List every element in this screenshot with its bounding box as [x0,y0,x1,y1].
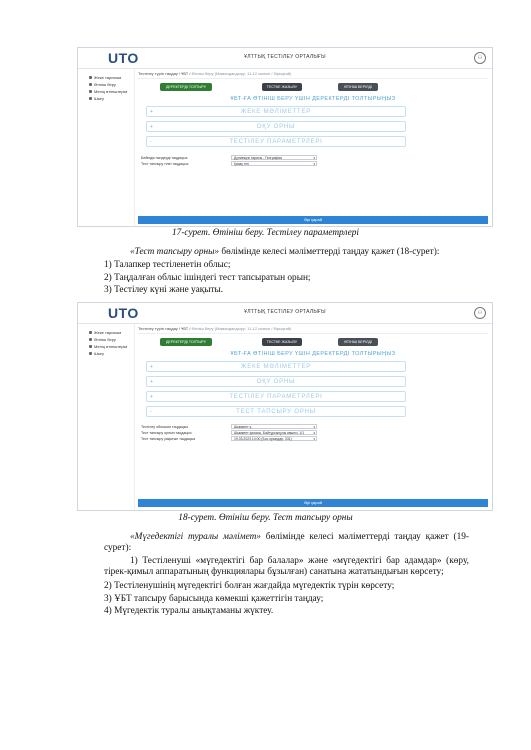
field-label: Бейіндік пәндерді таңдаңыз [141,156,188,160]
chevron-down-icon: ▾ [313,162,315,166]
chevron-down-icon: ▾ [313,156,315,160]
progress-steps [138,338,488,350]
form-heading: ҰБТ-ҒА ӨТІНІШ БЕРУ ҮШІН ДЕРЕКТЕРДІ ТОЛТЫРЫҢЫЗ [230,351,396,357]
breadcrumb-item[interactable]: ҰБТ [181,326,189,331]
user-icon[interactable]: ⚇ [474,307,486,319]
plus-icon: + [150,364,153,370]
sidebar-item-applications[interactable]: Менің өтініштерім [78,89,134,94]
list-icon [89,90,92,93]
breadcrumb: Тестілеу түрін таңдау / ҰБТ / Өтініш беру (Мамандандыру: 11-12 сынып / бірыңғай) [138,69,488,79]
list-item: 3) ҰБТ тапсыру барысында көмекші қажеттігін таңдау; [104,594,324,604]
figure-caption: 18-сурет. Өтініш беру. Тест тапсыру орны [178,513,353,523]
user-icon[interactable]: ⚇ [474,52,486,64]
app-header [78,48,492,69]
minus-icon: - [150,139,152,145]
list-icon [89,345,92,348]
screenshot-test-parameters [77,47,493,227]
section-personal-data[interactable]: + ЖЕКЕ МӘЛІМЕТТЕР [146,361,406,372]
chevron-down-icon: ▾ [313,431,315,435]
step-fill-data: ДЕРЕКТЕРДІ ТОЛТЫРУ [160,83,212,91]
chevron-down-icon: ▾ [313,437,315,441]
progress-steps [138,83,488,95]
test-region-select[interactable]: Шымкент қ. ▾ [231,424,317,429]
section-test-location[interactable]: - ТЕСТ ТАПСЫРУ ОРНЫ [146,406,406,417]
field-label: Тест тапсыру уақытын таңдаңыз [141,437,196,441]
section-name: «Тест тапсыру орны» [130,247,220,257]
app-title: ҰЛТТЫҚ ТЕСТІЛЕУ ОРТАЛЫҒЫ [244,309,326,315]
breadcrumb-current: Өтініш беру (Мамандандыру: 11-12 сынып / бірыңғай) [191,71,292,76]
section-test-parameters[interactable]: - ТЕСТІЛЕУ ПАРАМЕТРЛЕРІ [146,136,406,147]
list-item: 4) Мүгедектік туралы анықтаманы жүктеу. [104,606,274,616]
sidebar-item-apply[interactable]: Өтініш беру [78,82,134,87]
breadcrumb: Тестілеу түрін таңдау / ҰБТ / Өтініш беру (Мамандандыру: 11-12 сынып / бірыңғай) [138,324,488,334]
form-heading: ҰБТ-ҒА ӨТІНІШ БЕРУ ҮШІН ДЕРЕКТЕРДІ ТОЛТЫРЫҢЫЗ [230,96,396,102]
section-study-place[interactable]: + ОҚУ ОРНЫ [146,121,406,132]
test-time-select[interactable]: 19.03.2023 14:00 (Бос орындар: 331) ▾ [231,436,317,441]
sidebar-item-logout[interactable]: Шығу [78,351,134,356]
user-icon [89,76,92,79]
profile-subjects-select[interactable]: Дүниежүзі тарихы - География ▾ [231,155,317,160]
list-item: 1) Тестіленуші «мүгедектігі бар балалар» және «мүгедектігі бар адамдар» (көру, тірек-қимыл аппаратының функциялары бұзылған) санатына жататындығын көрсету; [104,556,469,577]
plus-icon: + [150,379,153,385]
next-button[interactable]: Әрі қарай [138,216,488,224]
plus-icon: + [150,109,153,115]
logo-text: UTO [108,305,139,321]
chevron-down-icon: ▾ [313,425,315,429]
step-test-signup: ТЕСТКЕ ЖАЗЫЛУ [262,83,302,91]
field-label: Тестілеу облысын таңдаңыз [141,425,188,429]
sidebar [78,324,135,510]
plus-icon: + [150,124,153,130]
sidebar-item-applications[interactable]: Менің өтініштерім [78,344,134,349]
breadcrumb-item[interactable]: Тестілеу түрін таңдау [138,71,178,76]
sidebar-item-apply[interactable]: Өтініш беру [78,337,134,342]
paragraph: «Мүгедектігі туралы мәлімет» бөлімінде келесі мәліметтерді таңдау қажет (19-сурет): [104,532,469,553]
plus-icon: + [150,394,153,400]
next-button[interactable]: Әрі қарай [138,499,488,507]
paragraph: «Тест тапсыру орны» бөлімінде келесі мәліметтерді таңдау қажет (18-сурет): [130,247,440,257]
app-title: ҰЛТТЫҚ ТЕСТІЛЕУ ОРТАЛЫҒЫ [244,54,326,60]
step-test-signup: ТЕСТКЕ ЖАЗЫЛУ [262,338,302,346]
app-header [78,303,492,324]
list-item: 1) Талапкер тестіленетін облыс; [104,260,231,270]
breadcrumb-item[interactable]: ҰБТ [181,71,189,76]
exit-icon [89,97,92,100]
field-label: Тест тапсыру орнын таңдаңыз [141,431,192,435]
exit-icon [89,352,92,355]
sidebar-item-logout[interactable]: Шығу [78,96,134,101]
step-fill-data: ДЕРЕКТЕРДІ ТОЛТЫРУ [160,338,212,346]
sidebar-item-profile[interactable]: Жеке тарихым [78,330,134,335]
list-item: 2) Тестіленушінің мүгедектігі болған жағдайда мүгедектік түрін көрсету; [104,581,395,591]
step-application-done: ӨТІНІШ БЕРІЛДІ [338,83,378,91]
field-label: Тест тапсыру тілін таңдаңыз [141,162,189,166]
list-item: 3) Тестілеу күні және уақыты. [104,285,224,295]
field-test-time [141,437,488,443]
field-test-language [141,162,488,168]
main-content [138,324,488,510]
test-language-select[interactable]: Қазақ тілі ▾ [231,161,317,166]
screenshot-test-location [77,302,493,511]
minus-icon: - [150,409,152,415]
test-place-select[interactable]: Шымкент қаласы, Байтұрсынұлы көшесі, 1/1 ▾ [231,430,317,435]
main-content [138,69,488,226]
section-study-place[interactable]: + ОҚУ ОРНЫ [146,376,406,387]
section-name: «Мүгедектігі туралы мәлімет» [130,532,261,542]
logo-text: UTO [108,50,139,66]
list-item: 2) Таңдалған облыс ішіндегі тест тапсыратын орын; [104,273,311,283]
document-icon [89,83,92,86]
section-personal-data[interactable]: + ЖЕКЕ МӘЛІМЕТТЕР [146,106,406,117]
step-application-done: ӨТІНІШ БЕРІЛДІ [338,338,378,346]
breadcrumb-current: Өтініш беру (Мамандандыру: 11-12 сынып / бірыңғай) [191,326,292,331]
document-icon [89,338,92,341]
breadcrumb-item[interactable]: Тестілеу түрін таңдау [138,326,178,331]
section-test-parameters[interactable]: + ТЕСТІЛЕУ ПАРАМЕТРЛЕРІ [146,391,406,402]
figure-caption: 17-сурет. Өтініш беру. Тестілеу параметрлері [172,228,359,238]
sidebar [78,69,135,226]
user-icon [89,331,92,334]
sidebar-item-profile[interactable]: Жеке тарихым [78,75,134,80]
